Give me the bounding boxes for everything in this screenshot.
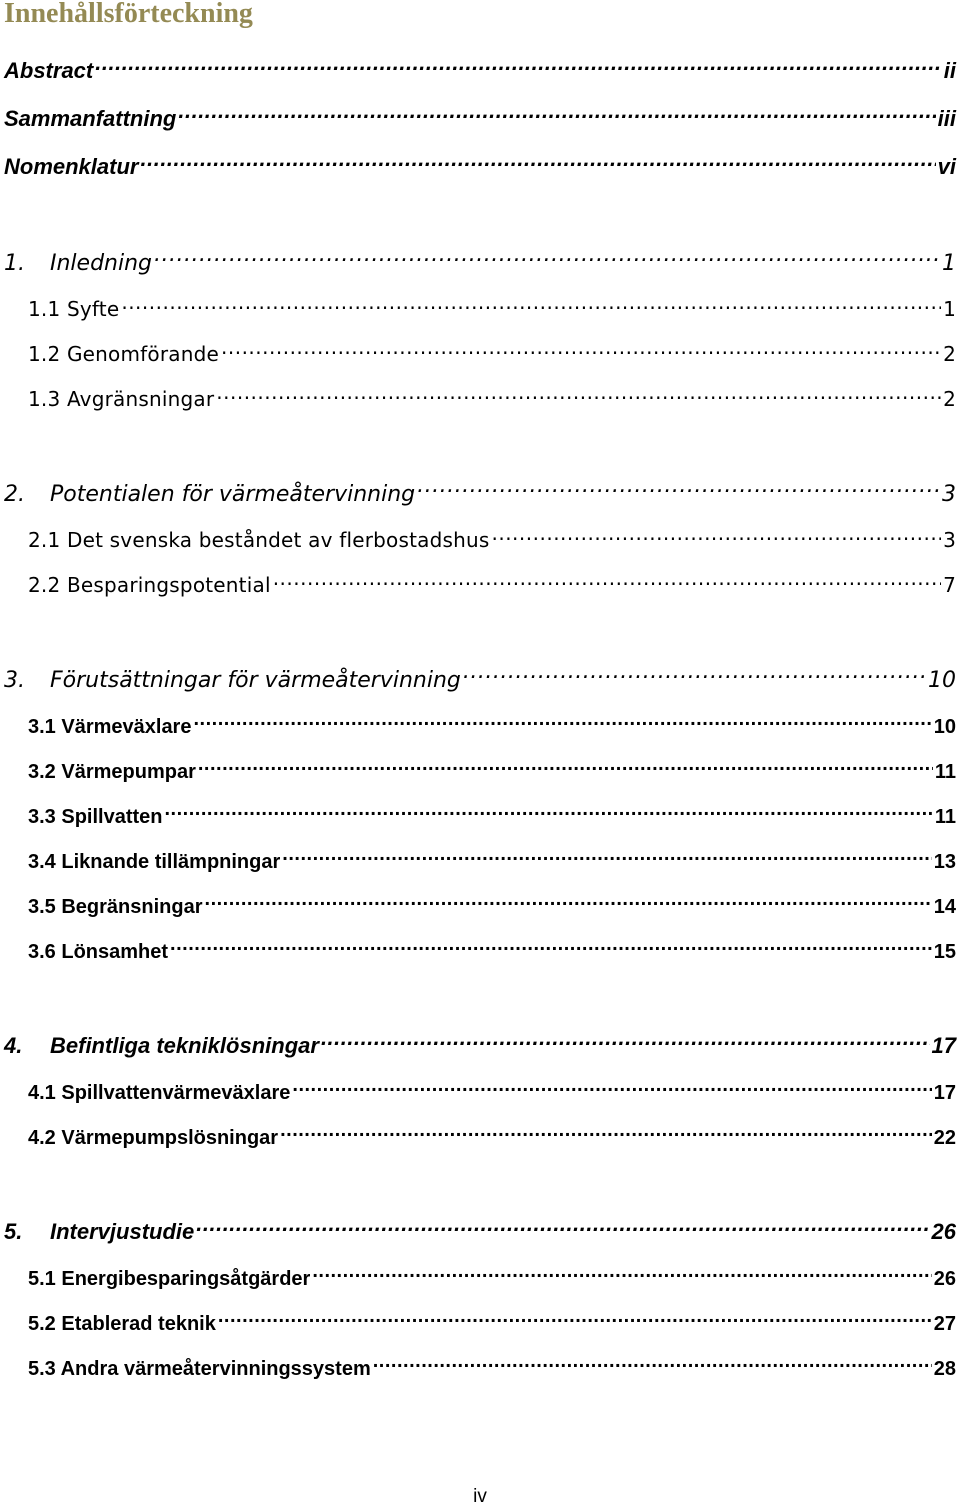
toc-section-page: 11 <box>934 806 956 828</box>
toc-section-2-2[interactable] <box>28 564 956 597</box>
toc-entry-page: ii <box>943 58 956 83</box>
toc-section-page: 11 <box>934 761 956 783</box>
toc-chapter-number: 4. <box>4 1033 23 1058</box>
dot-leader <box>373 1347 932 1375</box>
toc-chapter-page: 10 <box>928 668 956 693</box>
toc-section-label: 2.1 Det svenska beståndet av flerbostadshus <box>28 528 490 552</box>
footer-page-number: iv <box>473 1486 487 1507</box>
toc-section-label: 1.2 Genomförande <box>28 342 219 366</box>
dot-leader <box>198 750 933 778</box>
dot-leader <box>218 1302 932 1330</box>
toc-section-page: 13 <box>933 851 956 873</box>
toc-section-label: 4.1 Spillvattenvärmeväxlare <box>28 1082 291 1104</box>
toc-entry-page: iii <box>937 106 956 131</box>
toc-chapter-1[interactable] <box>4 242 956 276</box>
toc-chapter-3[interactable] <box>4 659 956 693</box>
toc-section-page: 10 <box>933 716 956 738</box>
toc-section-page: 26 <box>933 1268 956 1290</box>
toc-section-page: 2 <box>943 342 956 366</box>
toc-chapter-4[interactable] <box>4 1025 956 1058</box>
toc-section-label: 3.3 Spillvatten <box>28 806 163 828</box>
toc-section-5-3[interactable] <box>28 1347 956 1380</box>
toc-section-label: 5.2 Etablerad teknik <box>28 1313 216 1335</box>
toc-section-label: 3.4 Liknande tillämpningar <box>28 851 281 873</box>
toc-section-page: 3 <box>943 528 956 552</box>
toc-section-label: 4.2 Värmepumpslösningar <box>28 1127 279 1149</box>
dot-leader <box>321 1025 930 1053</box>
toc-chapter-label: Intervjustudie <box>50 1219 195 1244</box>
dot-leader <box>121 288 941 316</box>
toc-section-4-1[interactable] <box>28 1071 956 1104</box>
dot-leader <box>417 473 940 501</box>
toc-chapter-page: 1 <box>942 251 956 276</box>
toc-section-3-1[interactable] <box>28 705 956 738</box>
toc-entry-label: Sammanfattning <box>4 106 177 131</box>
toc-section-page: 22 <box>933 1127 956 1149</box>
dot-leader <box>154 242 940 270</box>
toc-section-2-1[interactable] <box>28 519 956 552</box>
toc-section-5-2[interactable] <box>28 1302 956 1335</box>
toc-section-label: 5.1 Energibesparingsåtgärder <box>28 1268 311 1290</box>
toc-section-page: 17 <box>933 1082 956 1104</box>
toc-chapter-number: 5. <box>4 1219 23 1244</box>
dot-leader <box>282 840 931 868</box>
dot-leader <box>165 795 933 823</box>
toc-section-label: 5.3 Andra värmeåtervinningssystem <box>28 1358 371 1380</box>
dot-leader <box>95 50 942 78</box>
toc-title: Innehållsförteckning <box>4 0 253 29</box>
toc-entry-page: vi <box>937 154 956 179</box>
toc-chapter-label: Potentialen för värmeåtervinning <box>50 482 416 507</box>
toc-chapter-number: 1. <box>4 251 25 276</box>
toc-section-label: 3.5 Begränsningar <box>28 896 203 918</box>
toc-entry-nomenklatur[interactable] <box>4 146 956 179</box>
toc-section-page: 1 <box>943 297 956 321</box>
dot-leader <box>491 519 941 547</box>
toc-chapter-page: 3 <box>942 482 956 507</box>
dot-leader <box>193 705 931 733</box>
toc-chapter-5[interactable] <box>4 1211 956 1244</box>
toc-entry-sammanfattning[interactable] <box>4 98 956 131</box>
toc-chapter-page: 26 <box>931 1219 956 1244</box>
dot-leader <box>463 659 926 687</box>
dot-leader <box>170 930 932 958</box>
toc-section-page: 14 <box>933 896 956 918</box>
toc-section-3-3[interactable] <box>28 795 956 828</box>
toc-chapter-label: Inledning <box>50 251 153 276</box>
toc-section-3-4[interactable] <box>28 840 956 873</box>
dot-leader <box>280 1116 932 1144</box>
toc-section-label: 3.6 Lönsamhet <box>28 941 169 963</box>
toc-section-3-2[interactable] <box>28 750 956 783</box>
toc-section-page: 28 <box>933 1358 956 1380</box>
toc-section-page: 7 <box>943 573 956 597</box>
dot-leader <box>178 98 935 126</box>
toc-section-label: 1.1 Syfte <box>28 297 120 321</box>
dot-leader <box>196 1211 929 1239</box>
toc-section-1-3[interactable] <box>28 378 956 411</box>
dot-leader <box>205 885 932 913</box>
toc-entry-label: Nomenklatur <box>4 154 139 179</box>
dot-leader <box>273 564 941 592</box>
toc-chapter-label: Förutsättningar för värmeåtervinning <box>50 668 461 693</box>
toc-chapter-number: 3. <box>4 668 25 693</box>
dot-leader <box>292 1071 931 1099</box>
toc-section-label: 3.2 Värmepumpar <box>28 761 196 783</box>
toc-section-page: 15 <box>933 941 956 963</box>
toc-entry-label: Abstract <box>4 58 94 83</box>
toc-chapter-2[interactable] <box>4 473 956 507</box>
toc-section-1-1[interactable] <box>28 288 956 321</box>
toc-section-1-2[interactable] <box>28 333 956 366</box>
toc-section-4-2[interactable] <box>28 1116 956 1149</box>
toc-section-label: 2.2 Besparingspotential <box>28 573 271 597</box>
dot-leader <box>140 146 935 174</box>
toc-section-5-1[interactable] <box>28 1257 956 1290</box>
toc-chapter-label: Befintliga tekniklösningar <box>50 1033 319 1058</box>
toc-section-page: 2 <box>943 387 956 411</box>
toc-section-label: 3.1 Värmeväxlare <box>28 716 192 738</box>
dot-leader <box>216 378 941 406</box>
toc-chapter-number: 2. <box>4 482 25 507</box>
toc-entry-abstract[interactable] <box>4 50 956 83</box>
toc-section-label: 1.3 Avgränsningar <box>28 387 215 411</box>
dot-leader <box>221 333 941 361</box>
toc-section-3-5[interactable] <box>28 885 956 918</box>
toc-chapter-page: 17 <box>931 1033 956 1058</box>
dot-leader <box>312 1257 931 1285</box>
toc-section-page: 27 <box>933 1313 956 1335</box>
toc-section-3-6[interactable] <box>28 930 956 963</box>
